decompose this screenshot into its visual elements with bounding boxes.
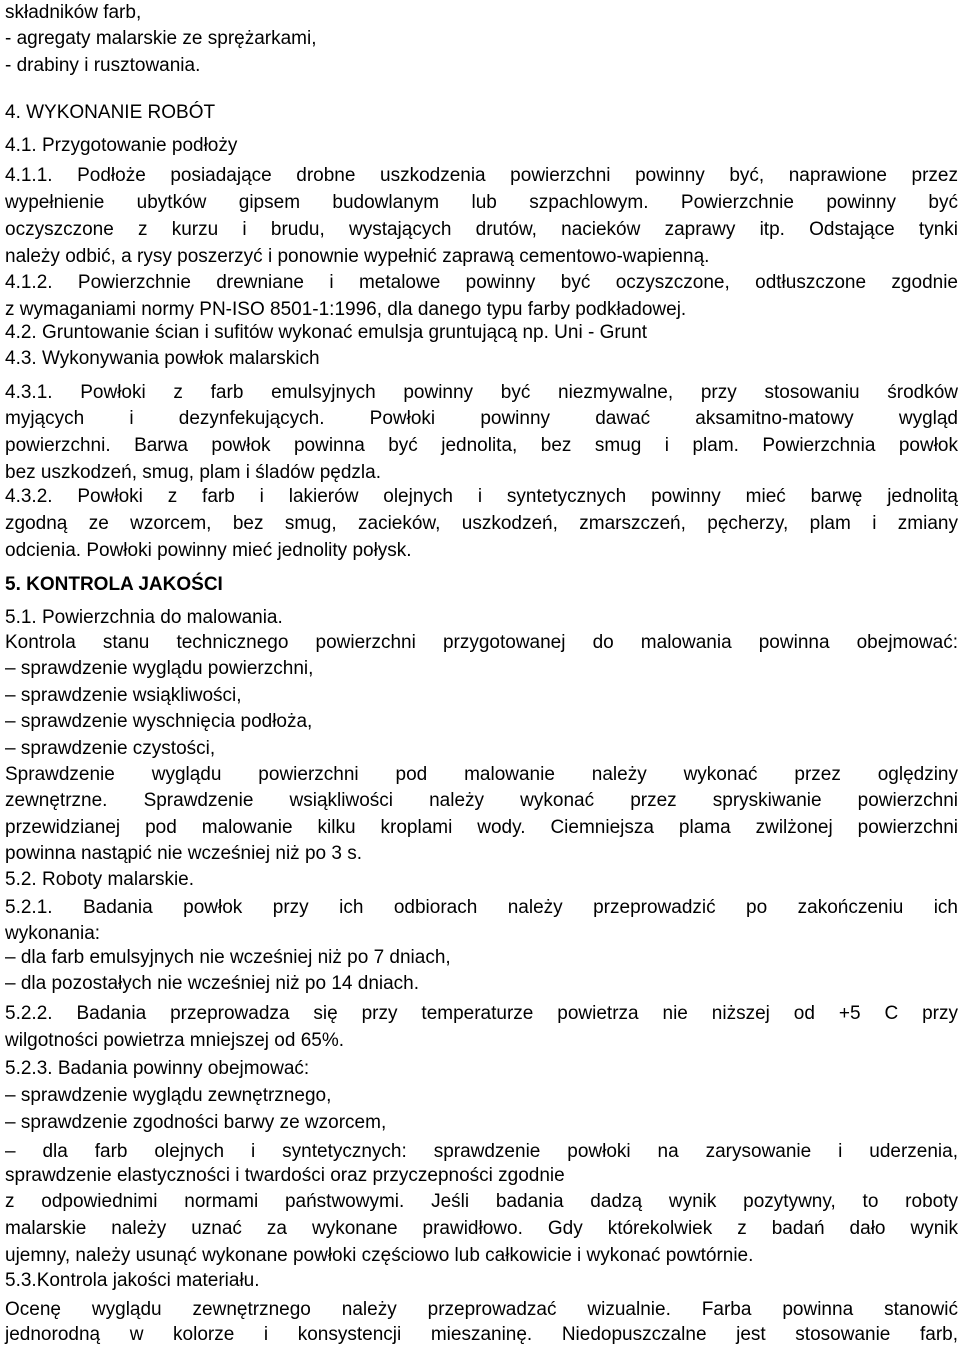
text-line: - drabiny i rusztowania.	[5, 55, 201, 76]
text-line: 5.1. Powierzchnia do malowania.	[5, 607, 283, 628]
text-line: 5.2.3. Badania powinny obejmować:	[5, 1058, 310, 1079]
text-line: jednorodną w kolorze i konsystencji mieszaninę. Niedopuszczalne jest stosowanie farb,	[5, 1324, 958, 1345]
text-line: składników farb,	[5, 2, 142, 23]
text-line: – sprawdzenie wyschnięcia podłoża,	[5, 711, 313, 732]
text-line: powinna nastąpić nie wcześniej niż po 3 s.	[5, 843, 362, 864]
text-line: 5.2.1. Badania powłok przy ich odbiorach należy przeprowadzić po zakończeniu ich	[5, 897, 958, 918]
text-line: z odpowiednimi normami państwowymi. Jeśli badania dadzą wynik pozytywny, to roboty	[5, 1191, 958, 1212]
text-line: wilgotności powietrza mniejszej od 65%.	[5, 1030, 344, 1051]
text-line: wypełnienie ubytków gipsem budowlanym lub szpachlowym. Powierzchnie powinny być	[5, 192, 958, 213]
text-line: oczyszczone z kurzu i brudu, wystających drutów, nacieków zaprawy itp. Odstające tynki	[5, 219, 958, 240]
text-line: – dla pozostałych nie wcześniej niż po 14 dniach.	[5, 973, 420, 994]
text-line: malarskie należy uznać za wykonane prawidłowo. Gdy którekolwiek z badań dało wynik	[5, 1218, 958, 1239]
text-line: ujemny, należy usunąć wykonane powłoki częściowo lub całkowicie i wykonać powtórnie.	[5, 1245, 754, 1266]
text-line: – sprawdzenie zgodności barwy ze wzorcem,	[5, 1112, 387, 1133]
text-line: 4.1.1. Podłoże posiadające drobne uszkodzenia powierzchni powinny być, naprawione przez	[5, 165, 958, 186]
text-line: – sprawdzenie wsiąkliwości,	[5, 685, 242, 706]
text-line: - agregaty malarskie ze sprężarkami,	[5, 28, 317, 49]
text-line: – sprawdzenie wyglądu powierzchni,	[5, 658, 314, 679]
text-line: 4.1.2. Powierzchnie drewniane i metalowe powinny być oczyszczone, odtłuszczone zgodnie	[5, 272, 958, 293]
text-line: zgodną ze wzorcem, bez smug, zacieków, uszkodzeń, zmarszczeń, pęcherzy, plam i zmiany	[5, 513, 958, 534]
section-heading: 5. KONTROLA JAKOŚCI	[5, 574, 223, 595]
text-line: powierzchni. Barwa powłok powinna być jednolita, bez smug i plam. Powierzchnia powłok	[5, 435, 958, 456]
text-line: z wymaganiami normy PN-ISO 8501-1:1996, dla danego typu farby podkładowej.	[5, 299, 687, 320]
text-line: Sprawdzenie wyglądu powierzchni pod malowanie należy wykonać przez oględziny	[5, 764, 958, 785]
text-line: – sprawdzenie wyglądu zewnętrznego,	[5, 1085, 332, 1106]
text-line: wykonania:	[5, 923, 101, 944]
text-line: – dla farb emulsyjnych nie wcześniej niż po 7 dniach,	[5, 947, 451, 968]
text-line: Kontrola stanu technicznego powierzchni przygotowanej do malowania powinna obejmować:	[5, 632, 958, 653]
text-line: – sprawdzenie czystości,	[5, 738, 216, 759]
text-line: 5.2. Roboty malarskie.	[5, 869, 195, 890]
text-line: przewidzianej pod malowanie kilku kroplami wody. Ciemniejsza plama zwilżonej powierzchni	[5, 817, 958, 838]
text-line: zewnętrzne. Sprawdzenie wsiąkliwości należy wykonać przez spryskiwanie powierzchni	[5, 790, 958, 811]
text-line: należy odbić, a rysy poszerzyć i ponownie wypełnić zaprawą cementowo-wapienną.	[5, 246, 710, 267]
text-line: 5.2.2. Badania przeprowadza się przy temperaturze powietrza nie niższej od +5 C przy	[5, 1003, 958, 1024]
text-line: 4.3. Wykonywania powłok malarskich	[5, 348, 320, 369]
text-line: odcienia. Powłoki powinny mieć jednolity połysk.	[5, 540, 412, 561]
text-line: 4.3.1. Powłoki z farb emulsyjnych powinny być niezmywalne, przy stosowaniu środków	[5, 382, 958, 403]
text-line: myjących i dezynfekujących. Powłoki powinny dawać aksamitno-matowy wygląd	[5, 408, 958, 429]
text-line: sprawdzenie elastyczności i twardości oraz przyczepności zgodnie	[5, 1165, 565, 1186]
text-line: 4.2. Gruntowanie ścian i sufitów wykonać emulsja gruntującą np. Uni - Grunt	[5, 322, 648, 343]
text-line: 4. WYKONANIE ROBÓT	[5, 102, 216, 123]
text-line: 4.3.2. Powłoki z farb i lakierów olejnych i syntetycznych powinny mieć barwę jednolitą	[5, 486, 958, 507]
text-line: bez uszkodzeń, smug, plam i śladów pędzla.	[5, 462, 381, 483]
text-line: 4.1. Przygotowanie podłoży	[5, 135, 238, 156]
text-line: Ocenę wyglądu zewnętrznego należy przeprowadzać wizualnie. Farba powinna stanowić	[5, 1299, 958, 1320]
text-line: – dla farb olejnych i syntetycznych: sprawdzenie powłoki na zarysowanie i uderzenia,	[5, 1141, 958, 1162]
text-line: 5.3.Kontrola jakości materiału.	[5, 1270, 260, 1291]
